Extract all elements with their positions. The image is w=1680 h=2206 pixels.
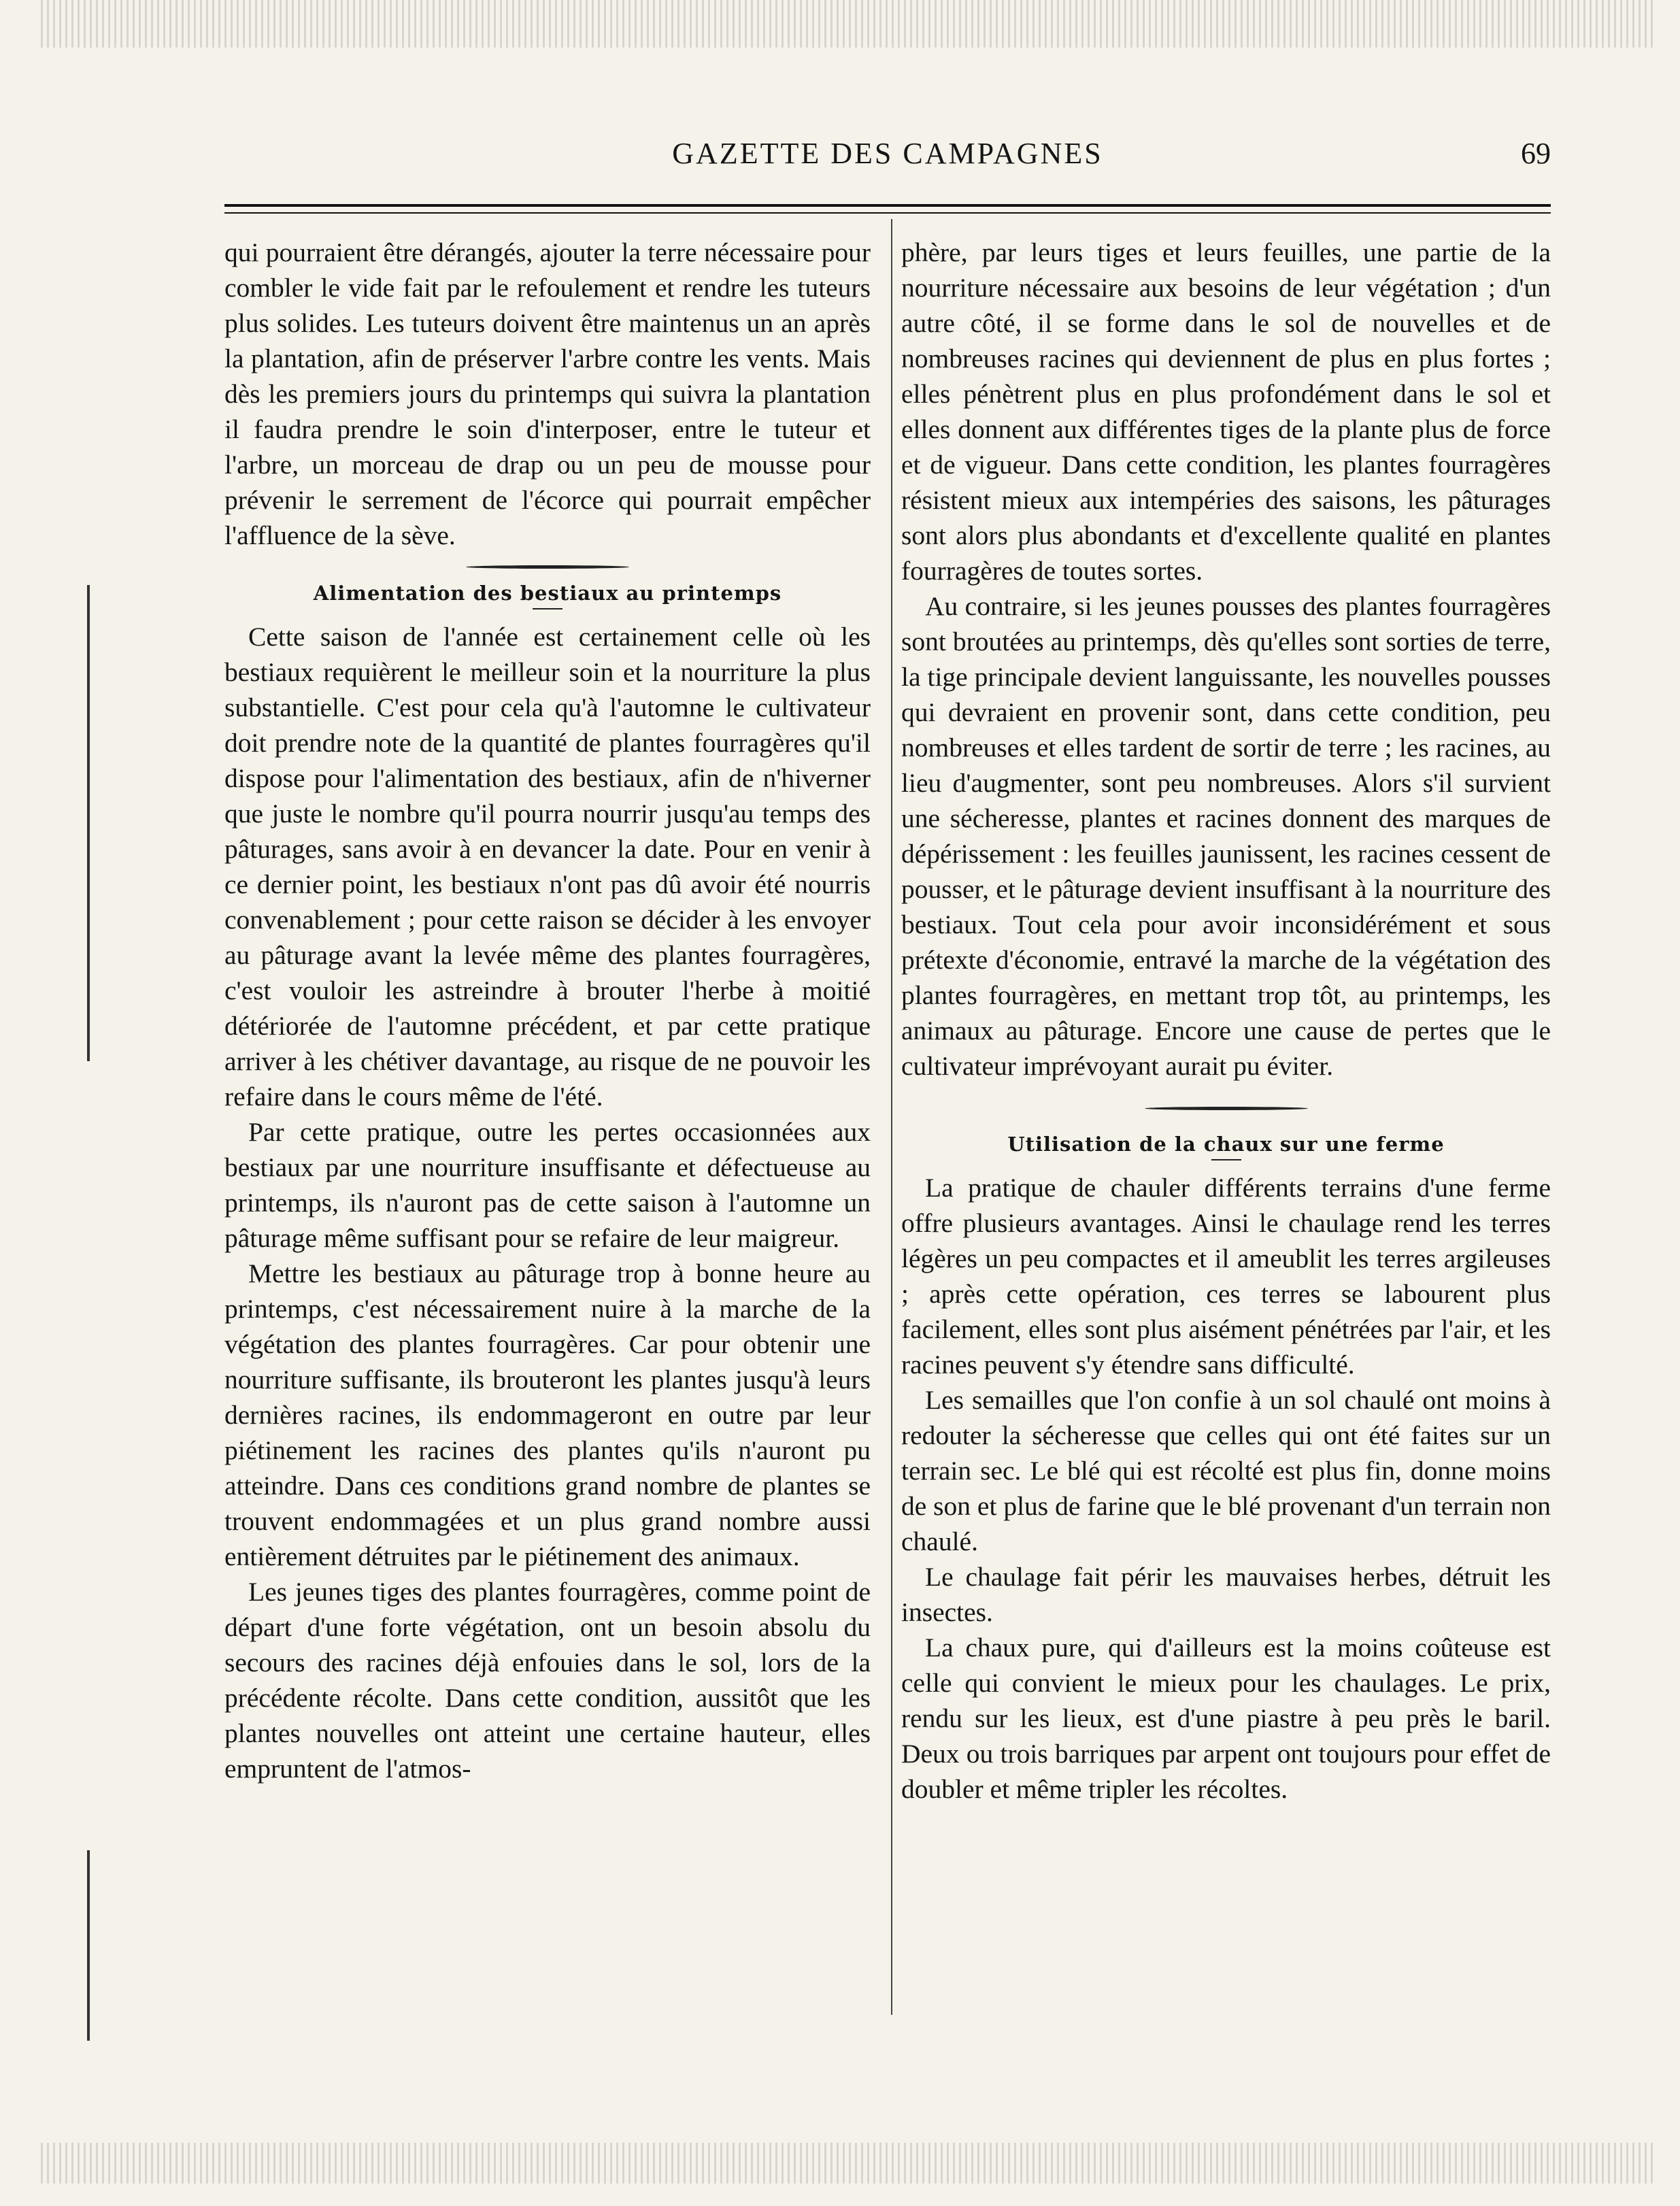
- section-heading: Alimentation des bestiaux au printemps: [313, 582, 782, 605]
- right-column: [901, 235, 1551, 1807]
- paragraph: Les jeunes tiges des plantes fourragères, comme point de départ d'une forte végétation, ont un besoin absolu du secours des racines déjà enfouies dans le sol, lors de la précédente récolte. Dans cette condition, aussitôt que les plantes nouvelles ont atteint une certaine hauteur, elles empruntent de l'atmos-: [224, 1577, 871, 1784]
- left-column: [224, 235, 871, 1786]
- page-header: [224, 136, 1551, 177]
- paragraph: Par cette pratique, outre les pertes occasionnées aux bestiaux par une nourriture insuffisante et défectueuse au printemps, ils n'auront pas de cette saison à l'automne un pâturage même suffisant pour se refaire de leur maigreur.: [224, 1117, 871, 1253]
- ornamental-rule: [466, 565, 629, 569]
- paragraph: qui pourraient être dérangés, ajouter la terre nécessaire pour combler le vide fait par le refoulement et rendre les tuteurs plus solides. Les tuteurs doivent être maintenus un an après la plantation, afin de préserver l'arbre contre les vents. Mais dès les premiers jours du printemps qui suivra la plantation il faudra prendre le soin d'interposer, entre le tuteur et l'arbre, un morceau de drap ou un peu de mousse pour prévenir le serrement de l'écorce qui pourrait empêcher l'affluence de la sève.: [224, 237, 871, 550]
- section-heading: Utilisation de la chaux sur une ferme: [1007, 1133, 1445, 1156]
- paragraph: Cette saison de l'année est certainement celle où les bestiaux requièrent le meilleur soin et la nourriture la plus substantielle. C'est pour cela qu'à l'automne le cultivateur doit prendre note de la quantité de plantes fourragères qu'il dispose pour l'alimentation des bestiaux, afin de n'hiverner que juste le nombre qu'il pourra nourrir jusqu'au temps des pâturages, sans avoir à en devancer la date. Pour en venir à ce dernier point, les bestiaux n'ont pas dû avoir été nourris convenablement ; pour cette raison se décider à les envoyer au pâturage avant la levée même des plantes fourragères, c'est vouloir les astreindre à brouter l'herbe à moitié détériorée de l'automne précédent, et par cette pratique arriver à les chétiver davantage, au risque de ne pouvoir les refaire dans le cours même de l'été.: [224, 622, 871, 1112]
- scan-noise-bottom: [41, 2143, 1653, 2184]
- ornamental-rule: [1145, 1107, 1308, 1110]
- heading-dash: [1211, 1159, 1241, 1160]
- paragraph: Les semailles que l'on confie à un sol chaulé ont moins à redouter la sécheresse que celles qui ont été faites sur un terrain sec. Le blé qui est récolté est plus fin, donne moins de son et plus de farine que le blé provenant d'un terrain non chaulé.: [901, 1385, 1551, 1556]
- scan-noise-top: [41, 0, 1653, 48]
- page-number: 69: [1521, 137, 1551, 170]
- paragraph: La pratique de chauler différents terrains d'une ferme offre plusieurs avantages. Ainsi le chaulage rend les terres légères un peu compactes et il ameublit les terres argileuses ; après cette opération, ces terres se labourent plus facilement, elles sont plus aisément pénétrées par l'air, et les racines peuvent s'y étendre sans difficulté.: [901, 1173, 1551, 1380]
- paragraph: Au contraire, si les jeunes pousses des plantes fourragères sont broutées au printemps, dès qu'elles sont sorties de terre, la tige principale devient languissante, les nouvelles pousses qui devraient en provenir sont, dans cette condition, peu nombreuses et elles tardent de sortir de terre ; les racines, au lieu d'augmenter, sont peu nombreuses. Alors s'il survient une sécheresse, plantes et racines donnent des marques de dépérissement : les feuilles jaunissent, les racines cessent de pousser, et le pâturage devient insuffisant à la nourriture des bestiaux. Tout cela pour avoir inconsidérément et sous prétexte d'économie, entravé la marche de la végétation des plantes fourragères, en mettant trop tôt, au printemps, les animaux au pâturage. Encore une cause de pertes que le cultivateur imprévoyant aurait pu éviter.: [901, 591, 1551, 1081]
- margin-bracket: [87, 1850, 90, 2041]
- paragraph: La chaux pure, qui d'ailleurs est la moins coûteuse est celle qui convient le mieux pour les chaulages. Le prix, rendu sur les lieux, est d'une piastre à peu près le baril. Deux ou trois barriques par arpent ont toujours pour effet de doubler et même tripler les récoltes.: [901, 1633, 1551, 1804]
- heading-dash: [533, 608, 562, 609]
- paragraph: Le chaulage fait périr les mauvaises herbes, détruit les insectes.: [901, 1562, 1551, 1627]
- column-separator: [891, 219, 892, 2015]
- paragraph: Mettre les bestiaux au pâturage trop à bonne heure au printemps, c'est nécessairement nuire à la marche de la végétation des plantes fourragères. Car pour obtenir une nourriture suffisante, ils brouteront les plantes jusqu'à leurs dernières racines, ils endommageront en outre par leur piétinement les racines des plantes qu'ils n'auront pu atteindre. Dans ces conditions grand nombre de plantes se trouvent endommagées et un plus grand nombre aussi entièrement détruites par le piétinement des animaux.: [224, 1258, 871, 1571]
- running-title: GAZETTE DES CAMPAGNES: [672, 137, 1103, 170]
- paragraph: phère, par leurs tiges et leurs feuilles, une partie de la nourriture nécessaire aux besoins de leur végétation ; d'un autre côté, il se forme dans le sol de nouvelles et de nombreuses racines qui deviennent de plus en plus fortes ; elles pénètrent plus en plus profondément dans le sol et elles donnent aux différentes tiges de la plante plus de force et de vigueur. Dans cette condition, les plantes fourragères résistent mieux aux intempéries des saisons, les pâturages sont alors plus abondants et d'excellente qualité en plantes fourragères de toutes sortes.: [901, 237, 1551, 586]
- header-rule: [224, 204, 1551, 214]
- margin-bracket: [87, 585, 90, 1061]
